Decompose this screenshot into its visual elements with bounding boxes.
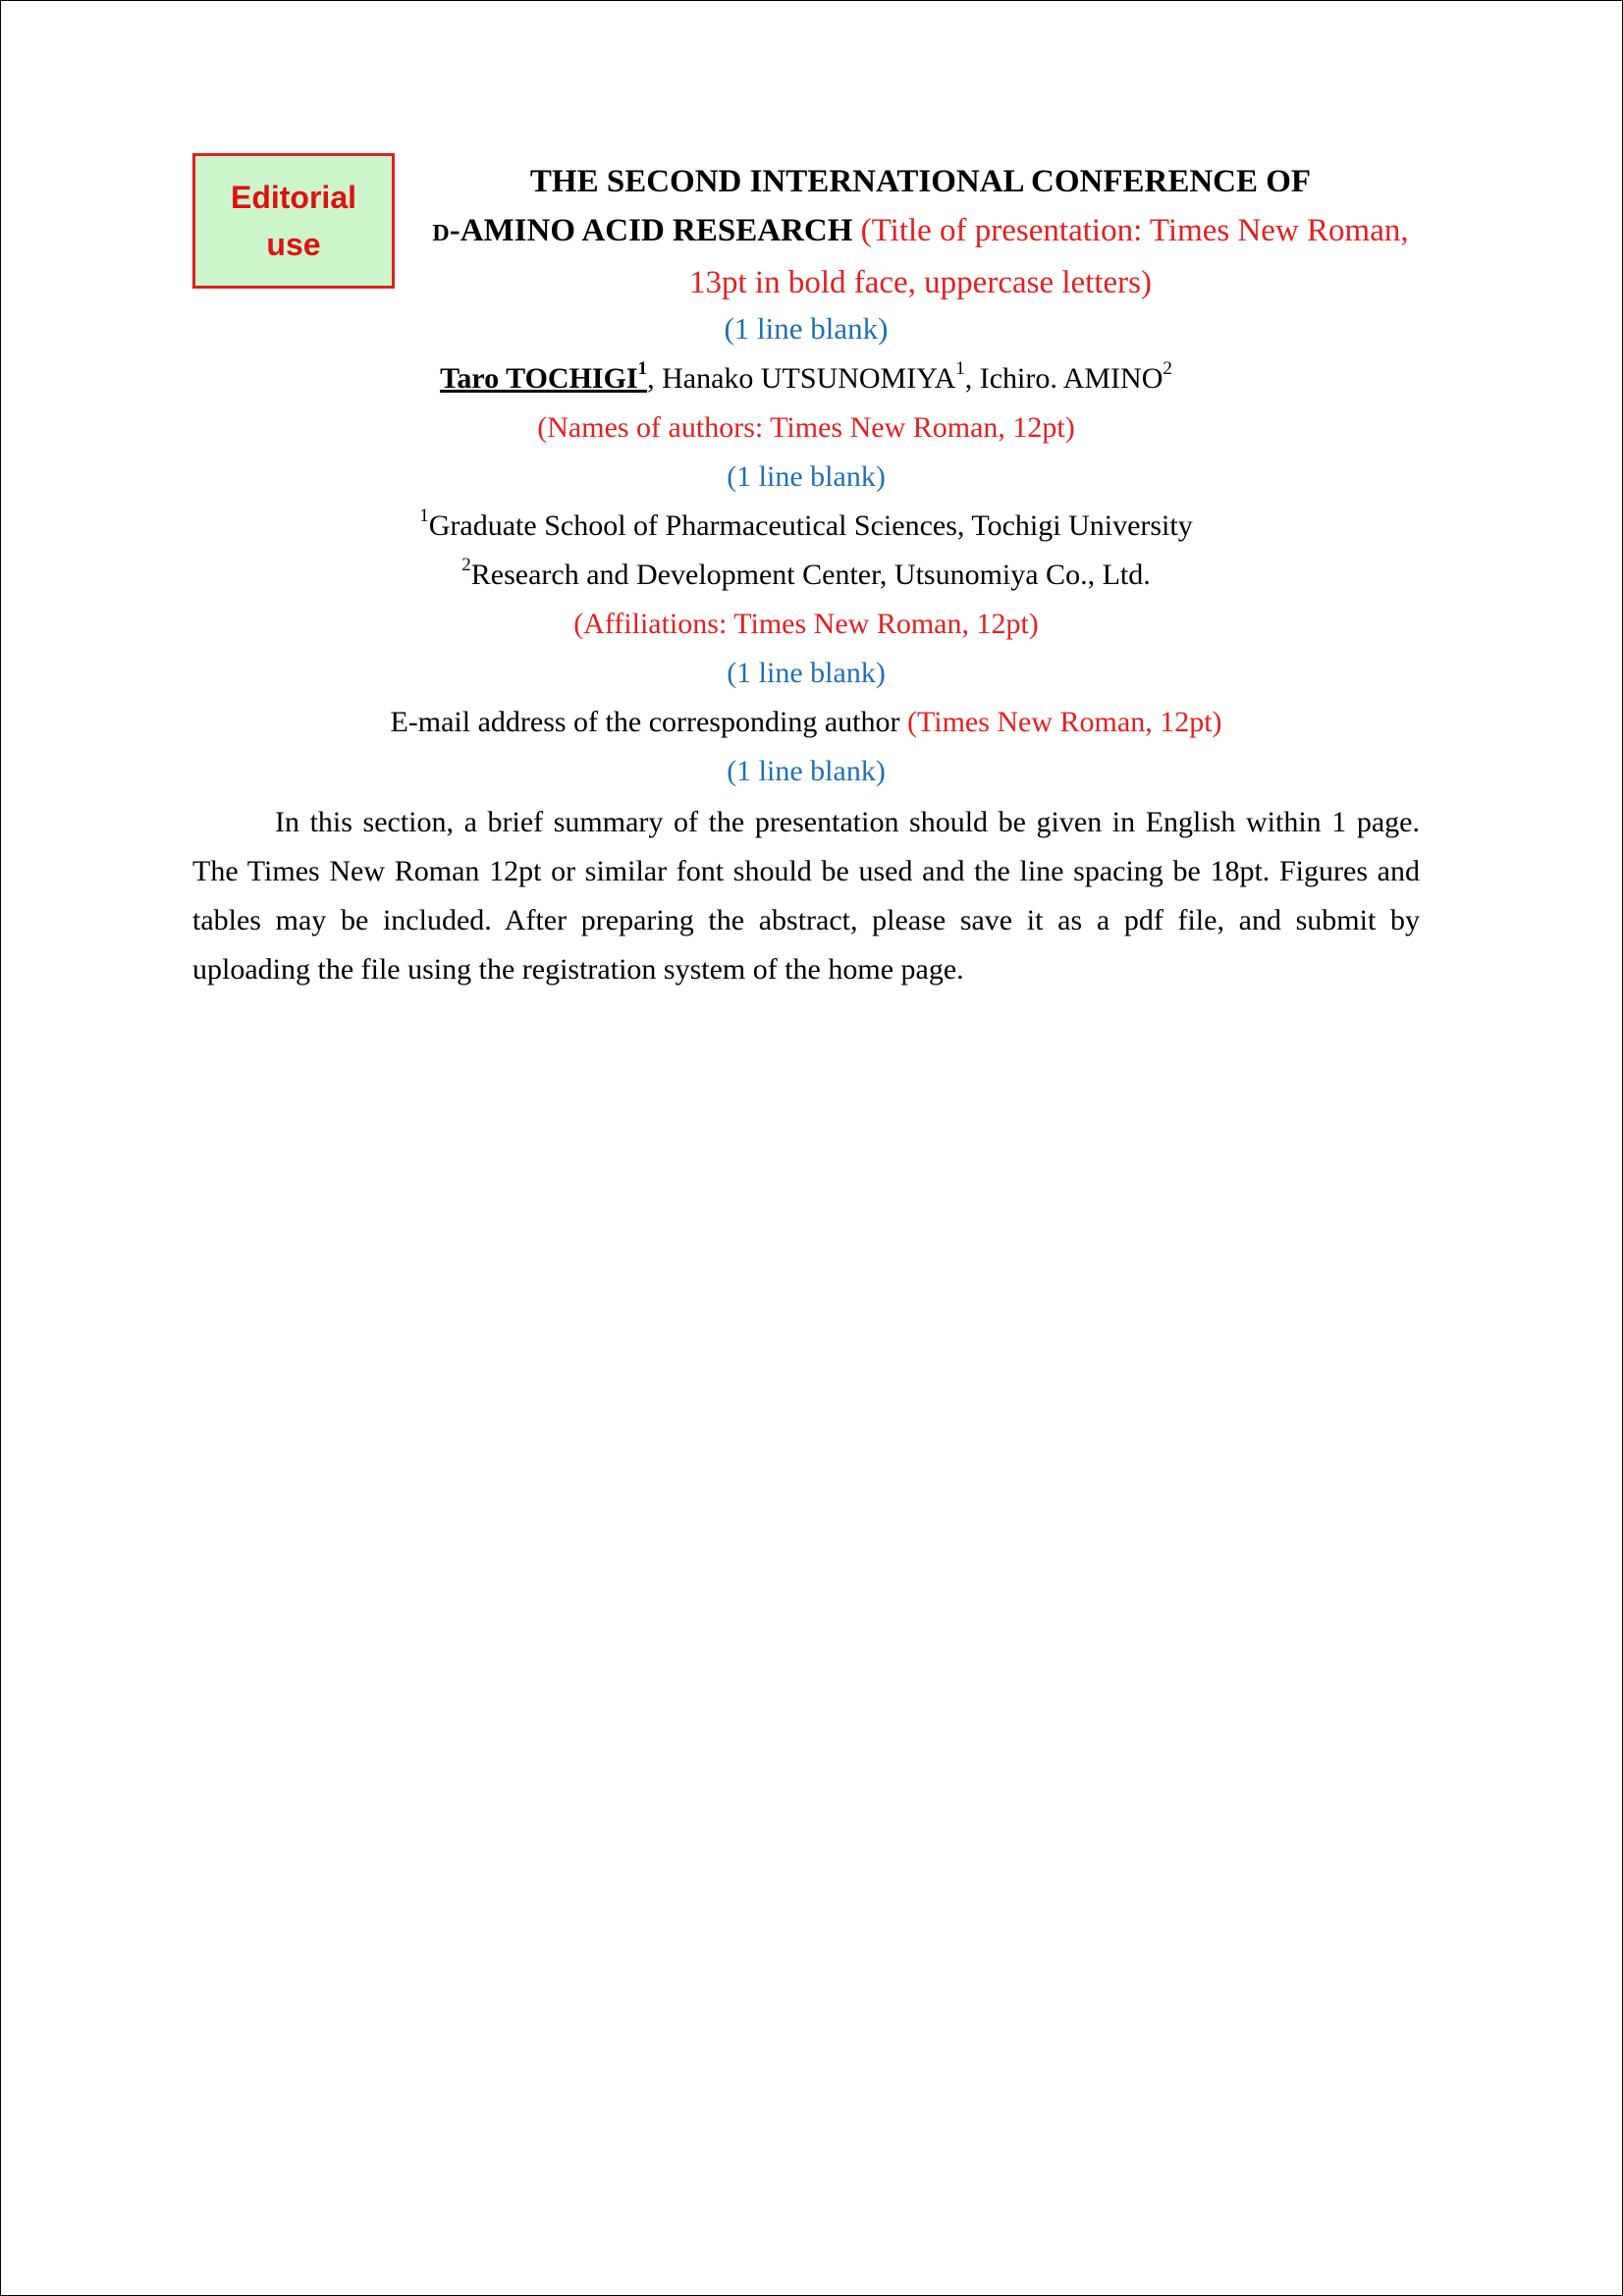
email-line (192, 703, 1420, 742)
affiliations-format-note: (Affiliations: Times New Roman, 12pt) (573, 608, 1039, 640)
title-line-1: THE SECOND INTERNATIONAL CONFERENCE OF (529, 164, 1312, 199)
title-line-2-text: -AMINO ACID RESEARCH (449, 213, 853, 248)
title-small-cap-d: D (432, 221, 450, 246)
affiliation-2: $^2$Research and Development Center, Utsunomiya Co., Ltd. (461, 555, 1151, 591)
editorial-use-box (192, 153, 395, 289)
editorial-label-use: use (266, 227, 321, 262)
authors-line: Taro TOCHIGI$^1$, Hanako UTSUNOMIYA$^1$, Ichiro. AMINO$^2$ (440, 358, 1172, 395)
presenter-name: Taro TOCHIGI$^1$ (440, 358, 648, 395)
blank-line-note: (1 line blank) (724, 311, 889, 346)
blank-line-note: (1 line blank) (727, 755, 886, 787)
blank-line-note: (1 line blank) (727, 657, 886, 689)
affiliation-1: $^1$Graduate School of Pharmaceutical Sciences, Tochigi University (419, 506, 1193, 542)
authors-format-note: (Names of authors: Times New Roman, 12pt) (537, 411, 1075, 444)
email-format-note: (Times New Roman, 12pt) (906, 706, 1222, 738)
author-name: Hanako UTSUNOMIYA (662, 362, 956, 395)
email-label: E-mail address of the corresponding author (390, 706, 907, 738)
author-name: Ichiro. AMINO (979, 362, 1163, 395)
title-block (422, 157, 1419, 307)
summary-paragraph: In this section, a brief summary of the presentation should be given in English within 1 page. The Times New Roman 12pt or similar font should be used and the line spacing be 18pt. Figures and tables may be included. After preparing the abstract, please save it as a pdf file, and submit by uploading the file using the registration system of the home page. (192, 806, 1420, 986)
title-line-2 (422, 206, 1419, 307)
editorial-label: Editorial (230, 180, 356, 215)
blank-line-note: (1 line blank) (727, 460, 886, 493)
title-format-note: (Title of presentation: Times New Roman, 13pt in bold face, uppercase letters) (689, 213, 1409, 300)
